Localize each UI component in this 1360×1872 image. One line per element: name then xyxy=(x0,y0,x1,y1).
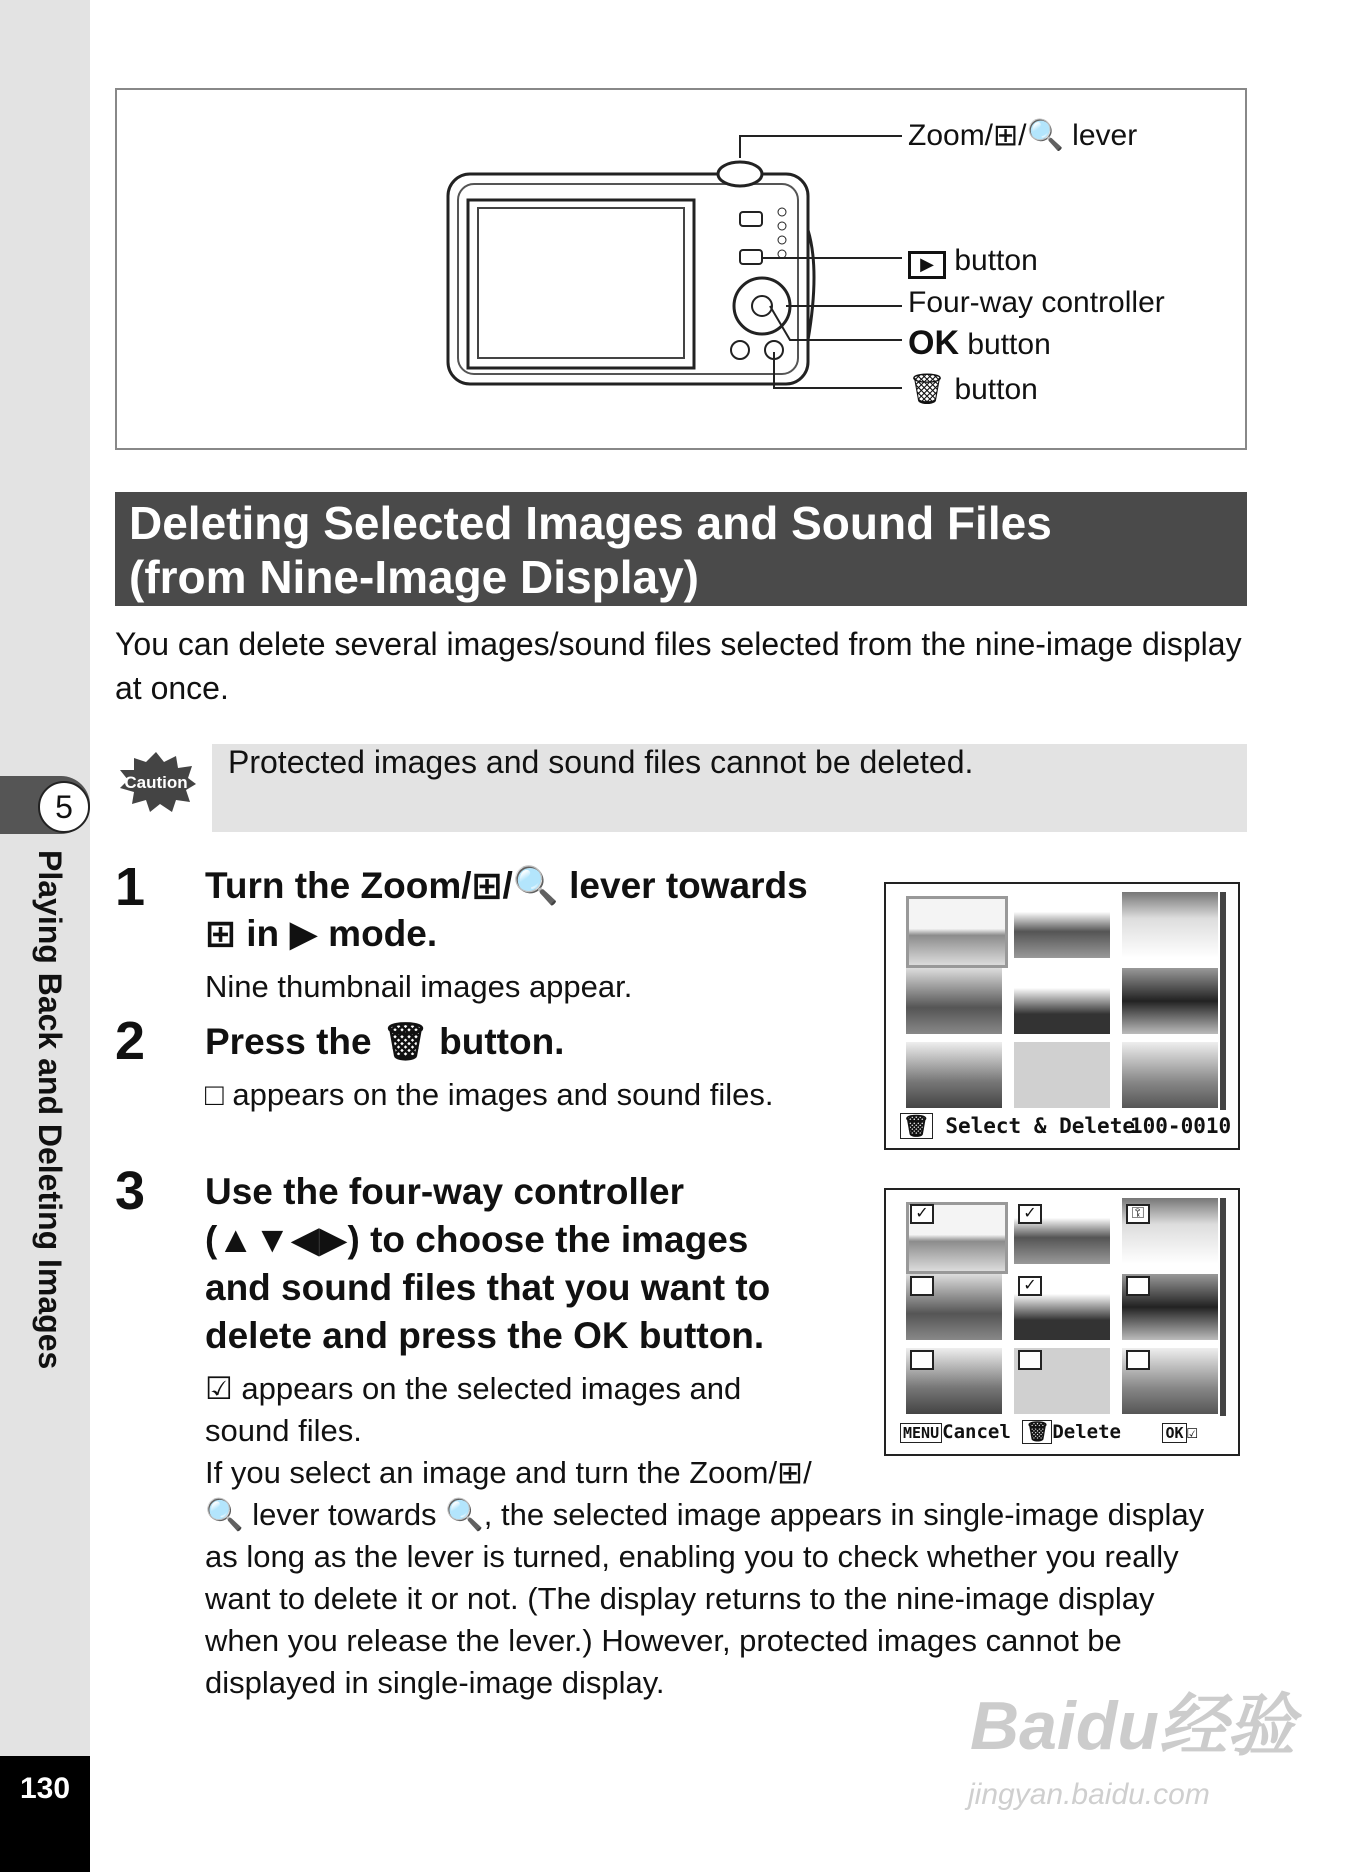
watermark-logo: Baidu经验 xyxy=(970,1688,1295,1764)
status-bar xyxy=(900,1420,1198,1443)
caution-badge-text: Caution xyxy=(124,773,188,792)
playback-icon: ▶ xyxy=(908,251,946,279)
file-number: 100-0010 xyxy=(1130,1114,1232,1138)
trash-icon: 🗑 xyxy=(908,373,947,406)
checkmark-icon: ☑ xyxy=(1186,1421,1198,1443)
caution-text: Protected images and sound files cannot be deleted. xyxy=(228,744,974,780)
step-2-number: 2 xyxy=(115,1011,146,1071)
thumbnail xyxy=(1122,892,1218,958)
thumbnail xyxy=(1122,1042,1218,1108)
thumbnail xyxy=(906,968,1002,1034)
step-3-number: 3 xyxy=(115,1161,146,1221)
ok-key: OK xyxy=(1162,1423,1186,1443)
thumbnail xyxy=(906,896,1008,968)
step-1-title-a: Turn the Zoom/⊞/🔍 lever towards xyxy=(205,865,808,906)
chapter-title: Playing Back and Deleting Images xyxy=(32,850,68,1370)
unchecked-checkbox[interactable] xyxy=(910,1350,934,1370)
ok-icon: OK xyxy=(908,324,959,362)
step-3-desc: ☑ appears on the selected images and sound files. If you select an image and turn the Zoom/⊞/ 🔍 lever towards 🔍, the selected image appears in single-image display as long as the lever is turned, enabling you to check whether you really want to delete it or not. (The display returns to the nine-image display when you release the lever.) However, protected images cannot be displayed in single-image display. xyxy=(205,1371,1205,1700)
playback-button-label: ▶ button xyxy=(908,244,1038,279)
checked-checkbox[interactable]: ✓ xyxy=(1018,1204,1042,1224)
step-2-title: Press the 🗑 button. xyxy=(205,1021,565,1062)
nine-image-screen-1 xyxy=(884,882,1240,1150)
trash-button-label: 🗑 button xyxy=(908,373,1038,406)
thumbnail xyxy=(1014,968,1110,1034)
unchecked-checkbox[interactable] xyxy=(910,1276,934,1296)
scroll-indicator xyxy=(1220,892,1226,1110)
trash-icon: 🗑 xyxy=(900,1113,933,1139)
unchecked-checkbox[interactable] xyxy=(1126,1350,1150,1370)
watermark-url: jingyan.baidu.com xyxy=(968,1778,1210,1811)
menu-key: MENU xyxy=(900,1423,942,1443)
status-bar-left: 🗑 Select & Delete xyxy=(900,1114,1135,1139)
step-1-desc: Nine thumbnail images appear. xyxy=(205,969,633,1004)
unchecked-checkbox[interactable] xyxy=(1126,1276,1150,1296)
section-intro: You can delete several images/sound files selected from the nine-image display at once. xyxy=(115,626,1242,706)
section-heading: Deleting Selected Images and Sound Files (from Nine-Image Display) xyxy=(115,492,1247,606)
step-1-number: 1 xyxy=(115,857,146,917)
nine-image-screen-2 xyxy=(884,1188,1240,1456)
unchecked-checkbox[interactable] xyxy=(1018,1350,1042,1370)
trash-icon: 🗑 xyxy=(1022,1420,1052,1444)
delete-label: Delete xyxy=(1052,1421,1121,1443)
thumbnail xyxy=(1122,968,1218,1034)
page-number: 130 xyxy=(19,1772,71,1805)
zoom-lever-label: Zoom/⊞/🔍 lever xyxy=(908,119,1138,152)
thumbnail xyxy=(906,1042,1002,1108)
caution-icon xyxy=(116,752,196,812)
checked-checkbox[interactable]: ✓ xyxy=(910,1204,934,1224)
step-2-desc: □ appears on the images and sound files. xyxy=(205,1077,774,1112)
step-3-title: Use the four-way controller (▲▼◀▶) to choose the images and sound files that you want to delete and press the OK button. xyxy=(205,1171,771,1356)
ok-button-label: OK button xyxy=(908,324,1051,362)
protect-icon: ⚿ xyxy=(1126,1204,1150,1224)
four-way-controller-label: Four-way controller xyxy=(908,286,1165,319)
cancel-label: Cancel xyxy=(942,1421,1011,1443)
scroll-indicator xyxy=(1220,1198,1226,1416)
thumbnail xyxy=(1014,892,1110,958)
checked-checkbox[interactable]: ✓ xyxy=(1018,1276,1042,1296)
step-1-title-b: ⊞ in ▶ mode. xyxy=(205,913,438,954)
callout-lines xyxy=(0,0,1360,450)
sound-file-thumbnail xyxy=(1014,1042,1110,1108)
chapter-number: 5 xyxy=(38,781,90,833)
